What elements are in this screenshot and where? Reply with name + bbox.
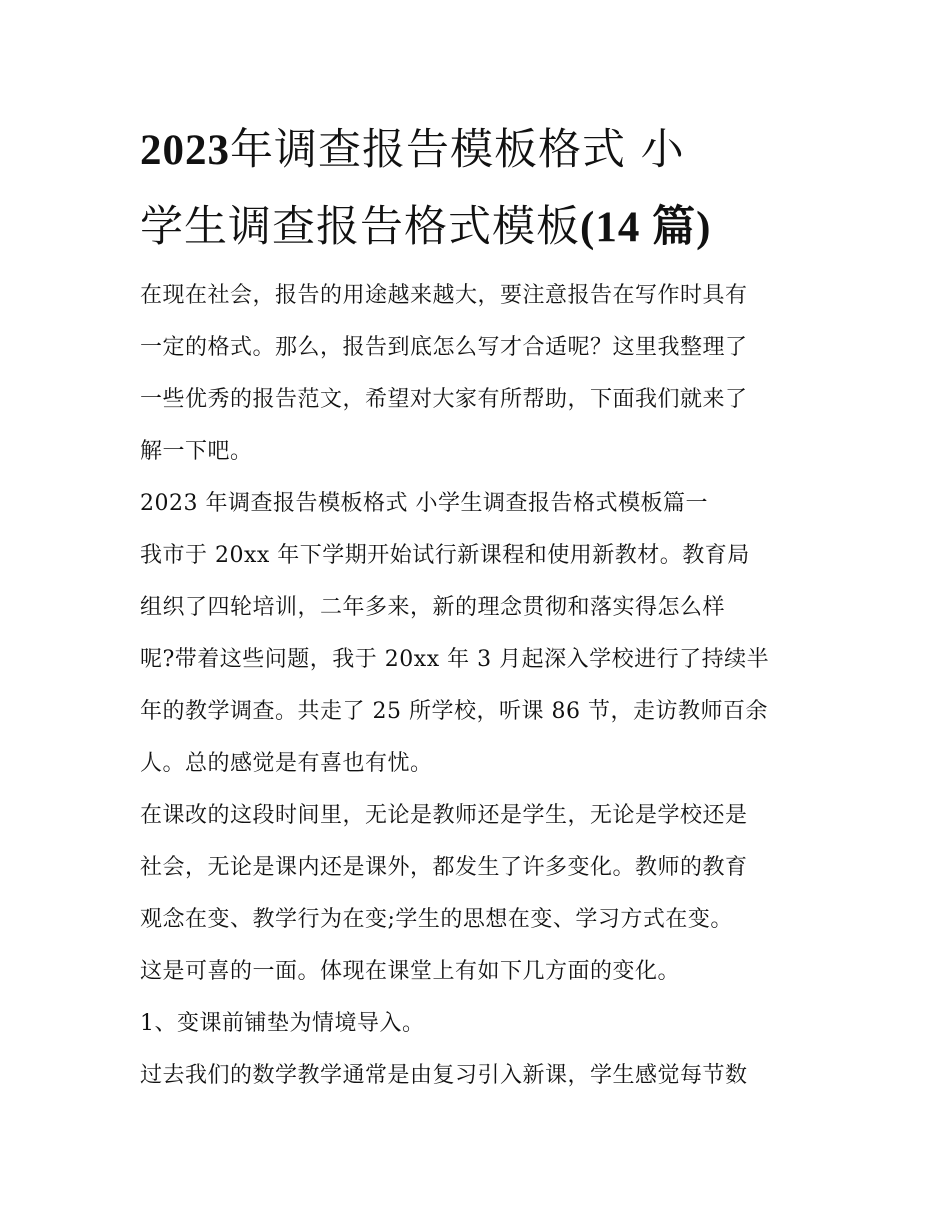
document-title bbox=[140, 112, 820, 266]
text-line: 在课改的这段时间里，无论是教师还是学生，无论是学校还是 bbox=[140, 803, 748, 828]
text-line: 一定的格式。那么，报告到底怎么写才合适呢？这里我整理了 bbox=[140, 335, 748, 360]
title-count: (14 篇) bbox=[580, 204, 712, 251]
text-line: 我市于 20xx 年下学期开始试行新课程和使用新教材。教育局 bbox=[140, 543, 750, 568]
title-line-1-text: 年调查报告模板格式 小 bbox=[230, 125, 685, 175]
title-year: 2023 bbox=[140, 127, 230, 174]
text-line: 这是可喜的一面。体现在课堂上有如下几方面的变化。 bbox=[140, 959, 681, 984]
text-line: 观念在变、教学行为在变;学生的思想在变、学习方式在变。 bbox=[140, 907, 733, 932]
text-line: 社会，无论是课内还是课外，都发生了许多变化。教师的教育 bbox=[140, 855, 748, 880]
text-line: 一些优秀的报告范文，希望对大家有所帮助，下面我们就来了 bbox=[140, 387, 748, 412]
title-line-1 bbox=[140, 125, 685, 175]
section-heading: 2023 年调查报告模板格式 小学生调查报告格式模板篇一 bbox=[140, 491, 708, 516]
text-line: 呢?带着这些问题，我于 20xx 年 3 月起深入学校进行了持续半 bbox=[140, 647, 770, 672]
text-line: 年的教学调查。共走了 25 所学校，听课 86 节，走访教师百余 bbox=[140, 699, 768, 724]
text-line: 人。总的感觉是有喜也有忧。 bbox=[140, 751, 433, 776]
text-line: 组织了四轮培训，二年多来，新的理念贯彻和落实得怎么样 bbox=[140, 595, 726, 620]
text-line: 解一下吧。 bbox=[140, 439, 253, 464]
title-line-2-text: 学生调查报告格式模板 bbox=[140, 202, 580, 252]
text-line: 在现在社会，报告的用途越来越大，要注意报告在写作时具有 bbox=[140, 283, 748, 308]
text-line: 过去我们的数学教学通常是由复习引入新课，学生感觉每节数 bbox=[140, 1063, 748, 1088]
document-body bbox=[140, 270, 820, 1102]
list-item: 1、变课前铺垫为情境导入。 bbox=[140, 1011, 425, 1036]
document-content bbox=[140, 112, 820, 1102]
title-line-2 bbox=[140, 202, 711, 252]
